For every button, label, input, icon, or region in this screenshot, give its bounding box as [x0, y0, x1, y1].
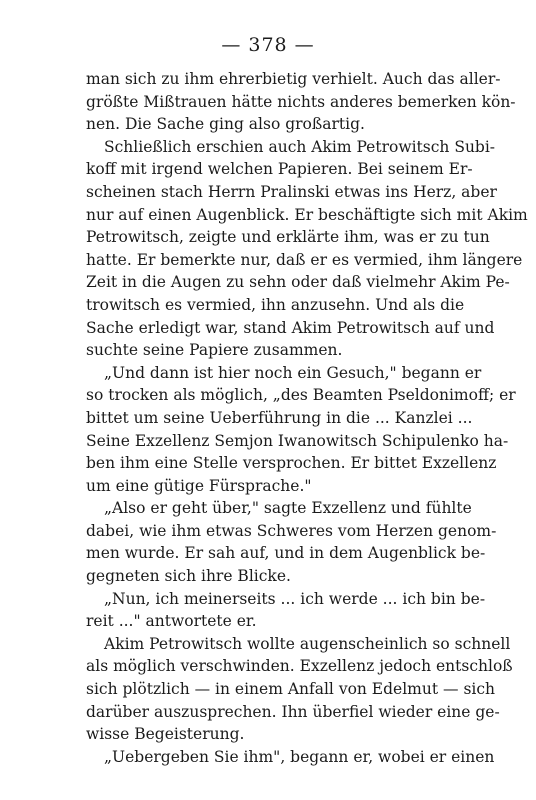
- body-text: [86, 68, 528, 768]
- text-line: wisse Begeisterung.: [86, 725, 245, 744]
- text-line: scheinen stach Herrn Pralinski etwas ins Herz, aber: [86, 182, 497, 201]
- text-line: gegneten sich ihre Blicke.: [86, 567, 291, 586]
- text-line: Sache erledigt war, stand Akim Petrowitsch auf und: [86, 318, 495, 337]
- text-line: bittet um seine Ueberführung in die ... Kanzlei ...: [86, 408, 473, 427]
- text-line: man sich zu ihm ehrerbietig verhielt. Auch das aller-: [86, 70, 501, 88]
- text-line: größte Mißtrauen hätte nichts anderes bemerken kön-: [86, 92, 516, 111]
- text-line: „Uebergeben Sie ihm", begann er, wobei er einen: [104, 747, 495, 766]
- text-line: ben ihm eine Stelle versprochen. Er bittet Exzellenz: [86, 454, 497, 473]
- text-line: nur auf einen Augenblick. Er beschäftigte sich mit Akim: [86, 205, 528, 224]
- text-line: so trocken als möglich, „des Beamten Pseldonimoff; er: [86, 386, 516, 405]
- text-line: koff mit irgend welchen Papieren. Bei seinem Er-: [86, 160, 473, 179]
- text-line: darüber auszusprechen. Ihn überfiel wieder eine ge-: [86, 702, 500, 721]
- text-line: sich plötzlich — in einem Anfall von Edelmut — sich: [86, 680, 496, 699]
- text-line: Schließlich erschien auch Akim Petrowitsch Subi-: [104, 137, 496, 156]
- text-line: „Und dann ist hier noch ein Gesuch," begann er: [104, 363, 482, 382]
- text-line: dabei, wie ihm etwas Schweres vom Herzen genom-: [86, 521, 497, 540]
- text-line: „Nun, ich meinerseits ... ich werde ... ich bin be-: [104, 589, 486, 608]
- text-line: reit ..." antwortete er.: [86, 612, 257, 631]
- text-line: Seine Exzellenz Semjon Iwanowitsch Schipulenko ha-: [86, 431, 509, 450]
- text-line: trowitsch es vermied, ihn anzusehn. Und als die: [86, 295, 465, 314]
- text-line: suchte seine Papiere zusammen.: [86, 341, 343, 360]
- text-line: nen. Die Sache ging also großartig.: [86, 115, 365, 134]
- text-line: als möglich verschwinden. Exzellenz jedoch entschloß: [86, 657, 513, 676]
- text-line: hatte. Er bemerkte nur, daß er es vermied, ihm längere: [86, 250, 523, 269]
- text-line: „Also er geht über," sagte Exzellenz und fühlte: [104, 499, 472, 518]
- text-line: Petrowitsch, zeigte und erklärte ihm, was er zu tun: [86, 228, 490, 247]
- text-line: men wurde. Er sah auf, und in dem Augenblick be-: [86, 544, 486, 563]
- page-number: — 378 —: [221, 34, 315, 56]
- text-line: Akim Petrowitsch wollte augenscheinlich so schnell: [104, 634, 511, 653]
- text-line: Zeit in die Augen zu sehn oder daß vielmehr Akim Pe-: [86, 273, 510, 292]
- text-line: um eine gütige Fürsprache.": [86, 476, 312, 495]
